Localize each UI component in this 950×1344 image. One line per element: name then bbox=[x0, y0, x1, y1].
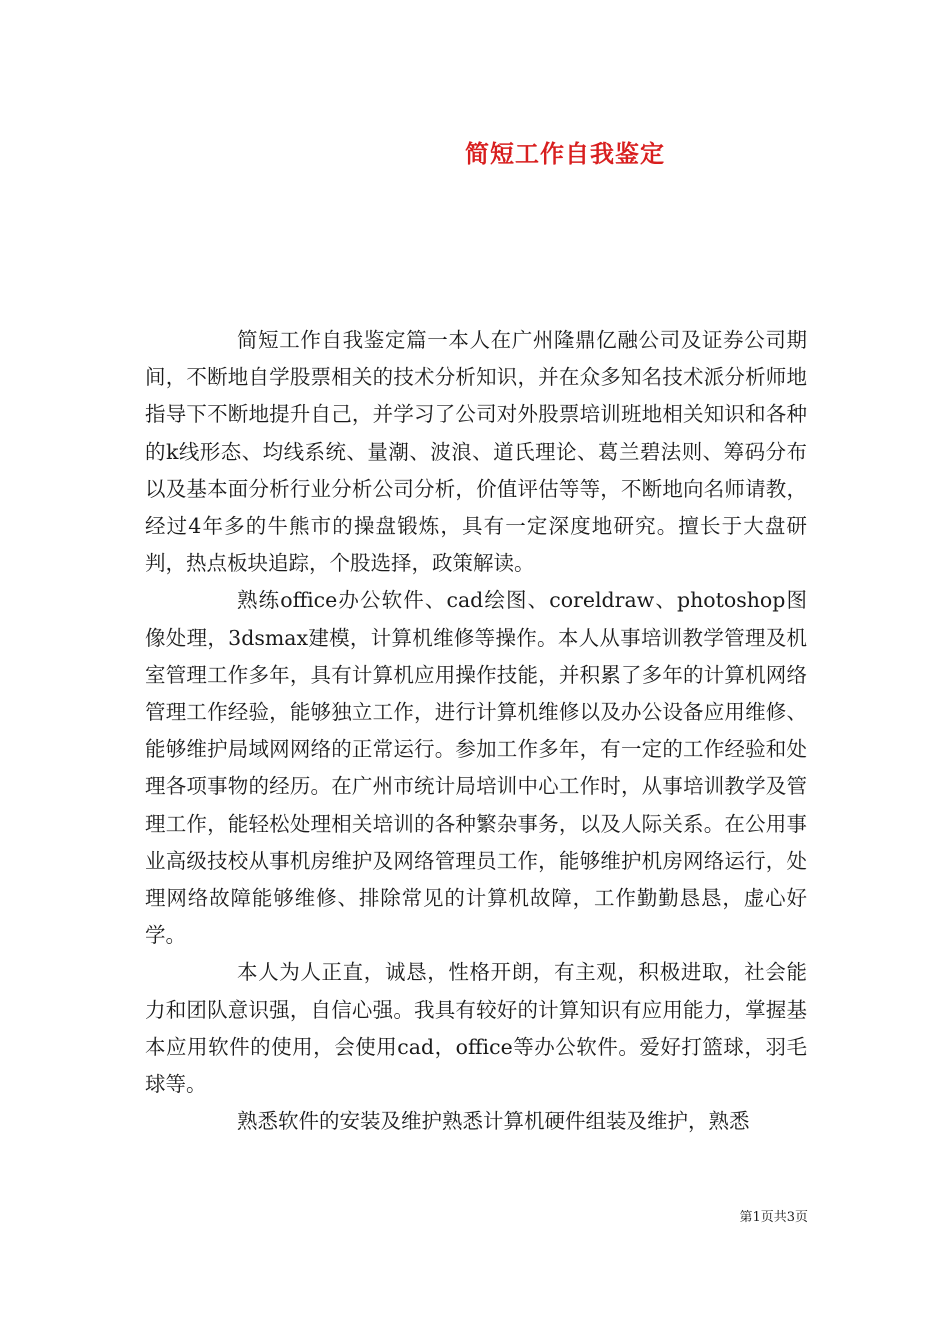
document-body bbox=[145, 322, 807, 1140]
paragraph-1: 简短工作自我鉴定篇一本人在广州隆鼎亿融公司及证券公司期间，不断地自学股票相关的技术分析知识，并在众多知名技术派分析师地指导下不断地提升自己，并学习了公司对外股票培训班地相关知识和各种的k线形态、均线系统、量潮、波浪、道氏理论、葛兰碧法则、筹码分布以及基本面分析行业分析公司分析，价值评估等等，不断地向名师请教，经过4年多的牛熊市的操盘锻炼，具有一定深度地研究。擅长于大盘研判，热点板块追踪，个股选择，政策解读。 bbox=[145, 328, 807, 576]
paragraph-3: 本人为人正直，诚恳，性格开朗，有主观，积极进取，社会能力和团队意识强，自信心强。我具有较好的计算知识有应用能力，掌握基本应用软件的使用，会使用cad，office等办公软件。爱好打篮球，羽毛球等。 bbox=[145, 960, 807, 1097]
page-title: 简短工作自我鉴定 bbox=[465, 139, 665, 168]
page-number-footer: 第1页共3页 bbox=[739, 1210, 808, 1225]
paragraph-4: 熟悉软件的安装及维护熟悉计算机硬件组装及维护，熟悉 bbox=[237, 1109, 750, 1134]
paragraph-2: 熟练office办公软件、cad绘图、coreldraw、photoshop图像处理，3dsmax建模，计算机维修等操作。本人从事培训教学管理及机室管理工作多年，具有计算机应用操作技能，并积累了多年的计算机网络管理工作经验，能够独立工作，进行计算机维修以及办公设备应用维修、能够维护局域网网络的正常运行。参加工作多年，有一定的工作经验和处理各项事物的经历。在广州市统计局培训中心工作时，从事培训教学及管理工作，能轻松处理相关培训的各种繁杂事务，以及人际关系。在公用事业高级技校从事机房维护及网络管理员工作，能够维护机房网络运行，处理网络故障能够维修、排除常见的计算机故障，工作勤勤恳恳，虚心好学。 bbox=[145, 588, 807, 948]
